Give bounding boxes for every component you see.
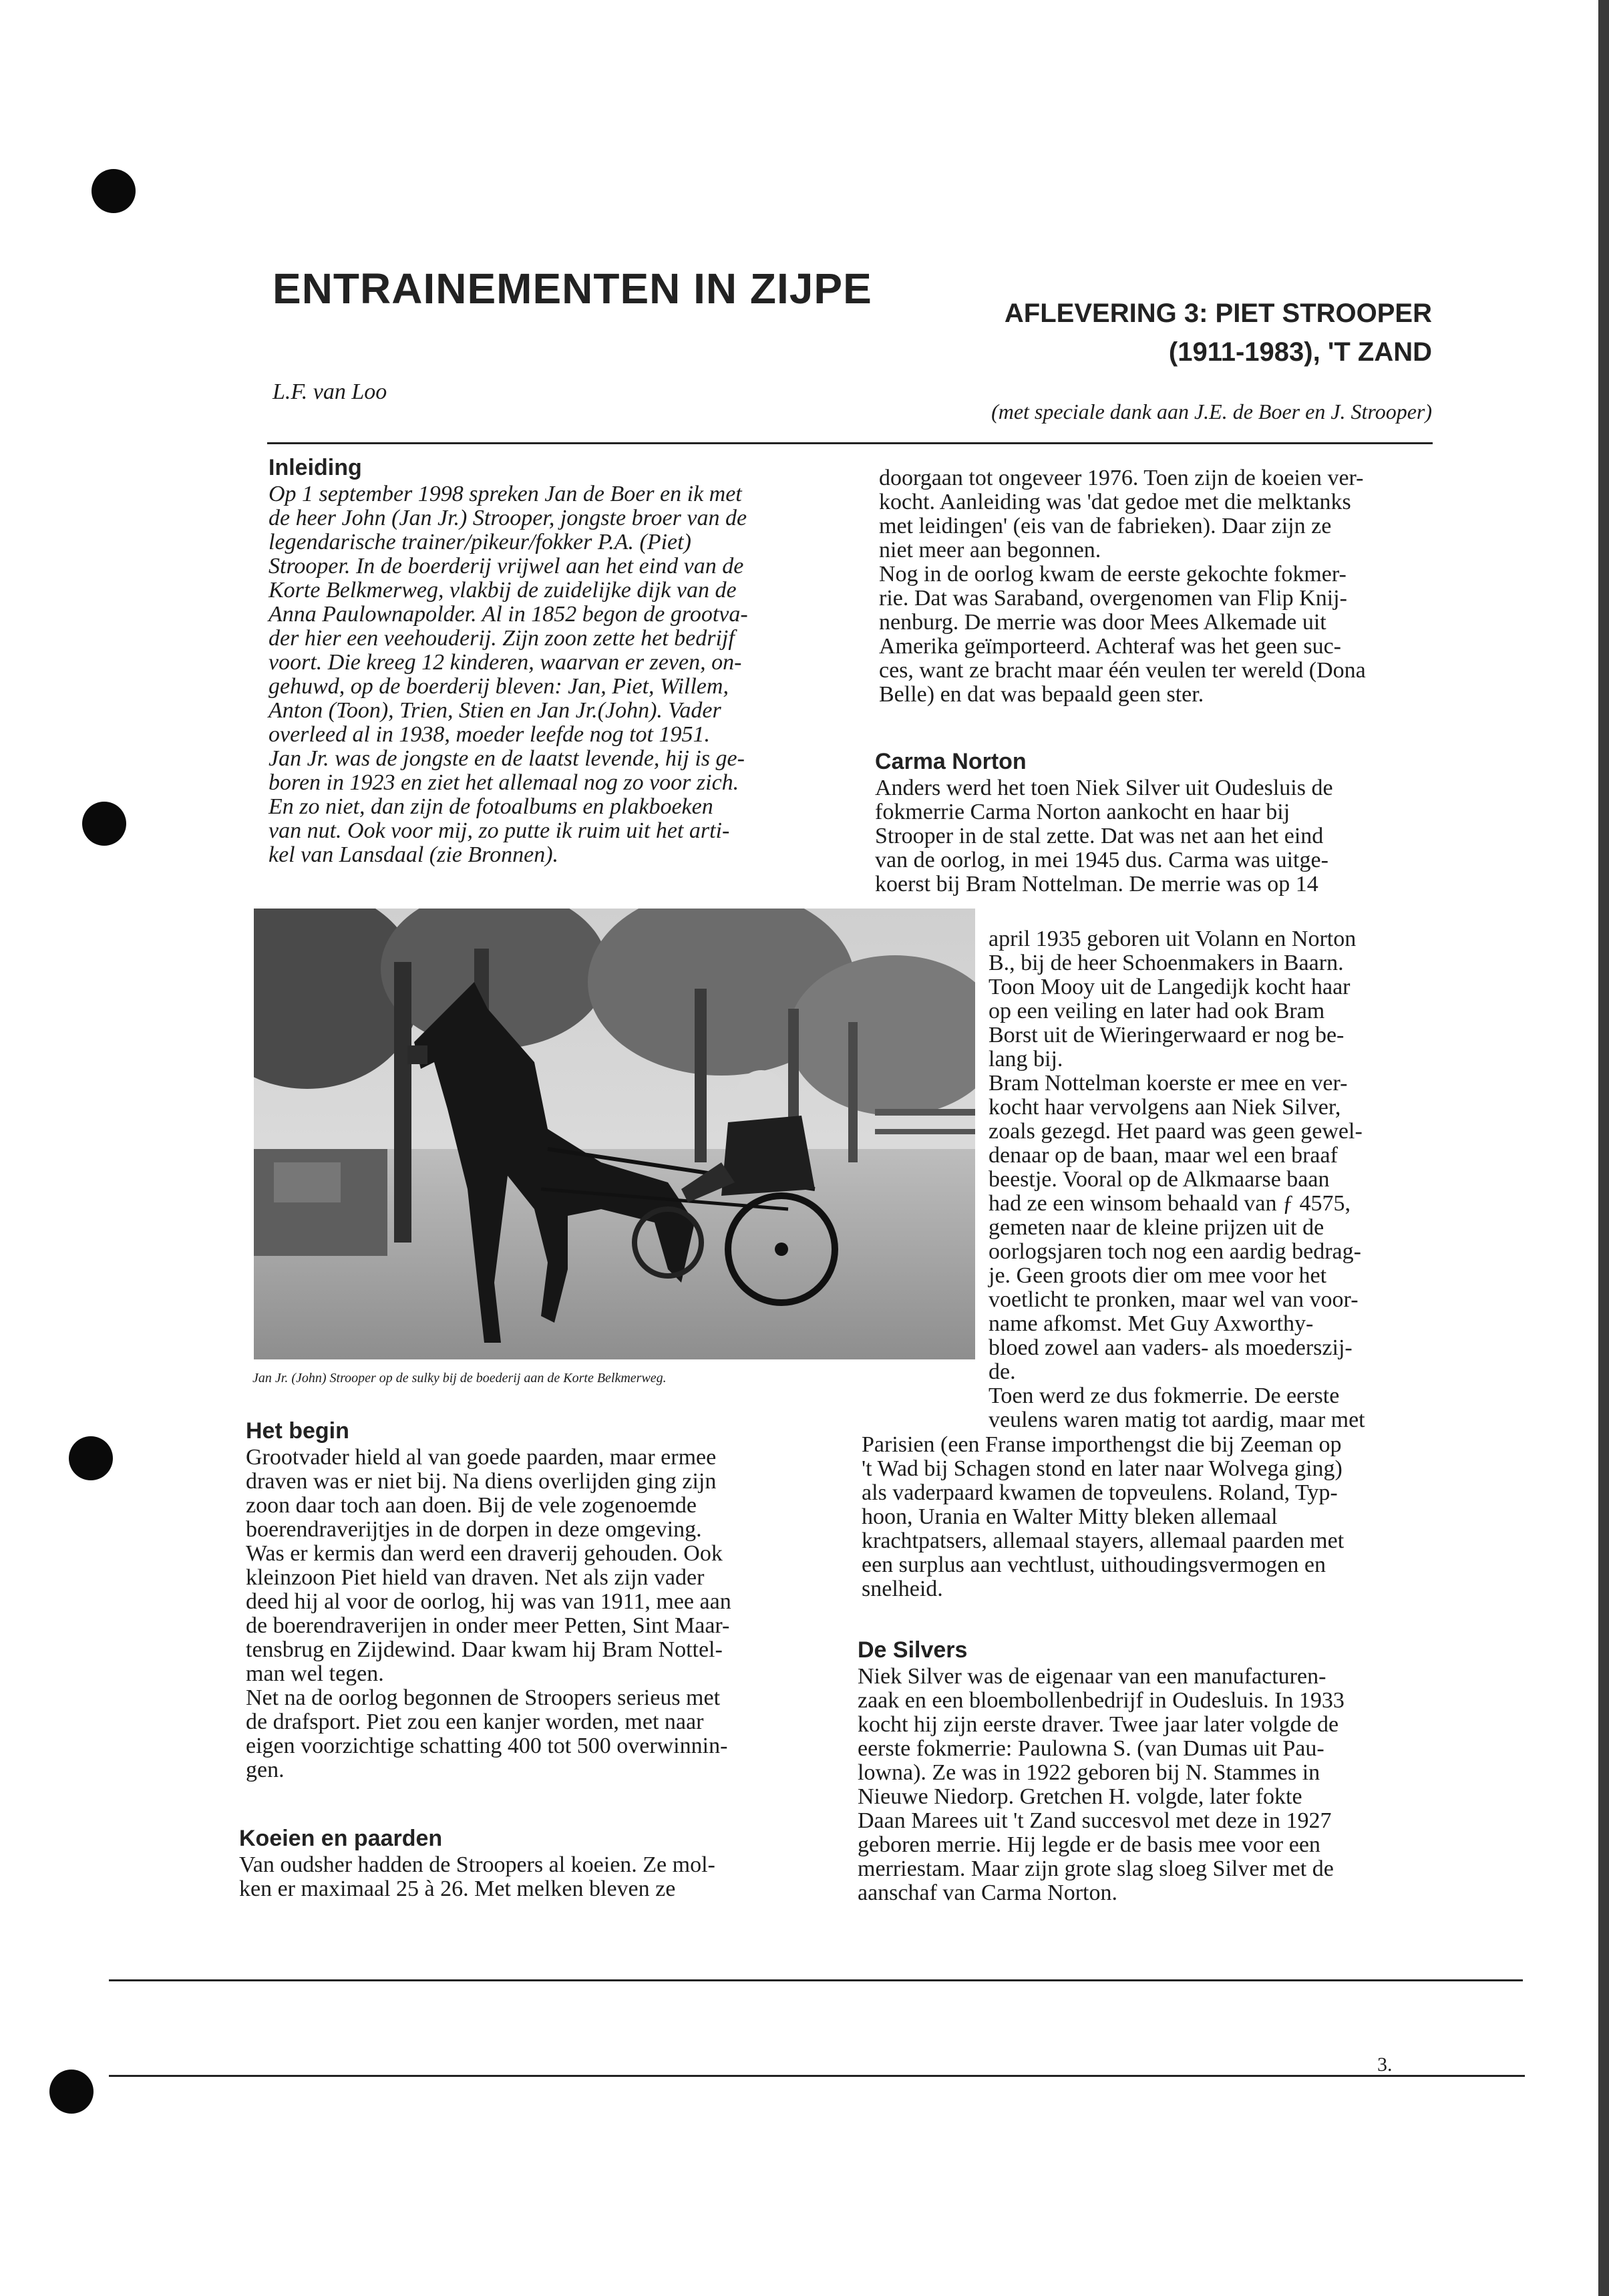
text-line: april 1935 geboren uit Volann en Norton xyxy=(989,927,1357,951)
text-line: gemeten naar de kleine prijzen uit de xyxy=(989,1215,1324,1240)
text-line: lowna). Ze was in 1922 geboren bij N. Stammes in xyxy=(858,1760,1320,1785)
text-line: zoals gezegd. Het paard was geen gewel- xyxy=(989,1119,1363,1144)
text-line: Niek Silver was de eigenaar van een manufacturen- xyxy=(858,1664,1326,1689)
text-line: Borst uit de Wieringerwaard er nog be- xyxy=(989,1023,1345,1047)
text-line: een surplus aan vechtlust, uithoudingsvermogen en xyxy=(862,1552,1326,1577)
text-line: fokmerrie Carma Norton aankocht en haar bij xyxy=(875,800,1290,824)
text-line: zaak en een bloembollenbedrijf in Oudesluis. In 1933 xyxy=(858,1688,1345,1713)
text-line: voetlicht te pronken, maar wel van voor- xyxy=(989,1287,1359,1312)
text-line: name afkomst. Met Guy Axworthy- xyxy=(989,1311,1314,1336)
text-line: met leidingen' (eis van de fabrieken). Daar zijn ze xyxy=(879,514,1332,538)
text-line: kocht hij zijn eerste draver. Twee jaar later volgde de xyxy=(858,1712,1339,1737)
text-line: Toen werd ze dus fokmerrie. De eerste xyxy=(989,1383,1340,1408)
photo-caption: Jan Jr. (John) Strooper op de sulky bij de boederij aan de Korte Belkmerweg. xyxy=(252,1371,667,1385)
text-line: geboren merrie. Hij legde er de basis mee voor een xyxy=(858,1832,1320,1857)
carma-norton-continued xyxy=(862,1433,1449,1601)
text-line: beestje. Vooral op de Alkmaarse baan xyxy=(989,1167,1330,1192)
header-rule xyxy=(267,442,1433,444)
acknowledgement: (met speciale dank aan J.E. de Boer en J. Strooper) xyxy=(991,399,1432,424)
text-line: de heer John (Jan Jr.) Strooper, jongste broer van de xyxy=(269,506,747,530)
text-line: Daan Marees uit 't Zand succesvol met deze in 1927 xyxy=(858,1808,1332,1833)
section-heading: Carma Norton xyxy=(875,749,1027,774)
text-line: lang bij. xyxy=(989,1047,1063,1072)
text-line: overleed al in 1938, moeder leefde nog tot 1951. xyxy=(269,722,710,747)
text-line: had ze een winsom behaald van ƒ 4575, xyxy=(989,1191,1351,1216)
text-line: de boerendraverijen in onder meer Petten, Sint Maar- xyxy=(246,1613,730,1638)
author-byline: L.F. van Loo xyxy=(273,379,387,404)
text-line: Strooper in de stal zette. Dat was net aan het eind xyxy=(875,824,1324,848)
section-heading: Koeien en paarden xyxy=(239,1826,443,1851)
text-line: eerste fokmerrie: Paulowna S. (van Dumas uit Pau- xyxy=(858,1736,1324,1761)
footer-rule xyxy=(109,2075,1525,2077)
section-continuation xyxy=(879,466,1453,707)
text-line: koerst bij Bram Nottelman. De merrie was op 14 xyxy=(875,872,1318,896)
text-line: van de oorlog, in mei 1945 dus. Carma was uitge- xyxy=(875,848,1328,872)
text-line: eigen voorzichtige schatting 400 tot 500 overwinnin- xyxy=(246,1734,728,1758)
text-line: rie. Dat was Saraband, overgenomen van Flip Knij- xyxy=(879,586,1347,611)
text-line: der hier een veehouderij. Zijn zoon zette het bedrijf xyxy=(269,626,735,651)
text-line: kocht. Aanleiding was 'dat gedoe met die melktanks xyxy=(879,490,1351,514)
text-line: merriestam. Maar zijn grote slag sloeg Silver met de xyxy=(858,1856,1334,1881)
intro-section xyxy=(269,453,936,867)
text-line: op een veiling en later had ook Bram xyxy=(989,999,1325,1023)
photo-horse-sulky xyxy=(254,909,975,1359)
text-line: de. xyxy=(989,1359,1016,1384)
text-line: B., bij de heer Schoenmakers in Baarn. xyxy=(989,951,1344,975)
article-title: ENTRAINEMENTEN IN ZIJPE xyxy=(273,265,872,313)
text-line: je. Geen groots dier om mee voor het xyxy=(989,1263,1327,1288)
text-line: man wel tegen. xyxy=(246,1661,384,1686)
text-line: ces, want ze bracht maar één veulen ter wereld (Dona xyxy=(879,658,1366,683)
text-line: hoon, Urania en Walter Mitty bleken allemaal xyxy=(862,1504,1278,1529)
text-line: 't Wad bij Schagen stond en later naar Wolvega ging) xyxy=(862,1456,1343,1481)
text-line: aanschaf van Carma Norton. xyxy=(858,1880,1117,1905)
text-line: draven was er niet bij. Na diens overlijden ging zijn xyxy=(246,1469,717,1494)
text-line: Anders werd het toen Niek Silver uit Oudesluis de xyxy=(875,776,1333,800)
text-line: legendarische trainer/pikeur/fokker P.A. (Piet) xyxy=(269,530,691,554)
text-line: doorgaan tot ongeveer 1976. Toen zijn de koeien ver- xyxy=(879,466,1364,490)
text-line: boren in 1923 en ziet het allemaal nog zo voor zich. xyxy=(269,770,739,795)
text-line: Bram Nottelman koerste er mee en ver- xyxy=(989,1071,1348,1096)
text-line: kocht haar vervolgens aan Niek Silver, xyxy=(989,1095,1341,1120)
intro-text xyxy=(269,482,936,867)
section-de-silvers xyxy=(858,1635,1445,1905)
text-line: krachtpatsers, allemaal stayers, allemaal paarden met xyxy=(862,1528,1345,1553)
section-heading: Inleiding xyxy=(269,455,362,480)
text-line: Was er kermis dan werd een draverij gehouden. Ook xyxy=(246,1541,723,1566)
section-het-begin xyxy=(246,1416,914,1782)
text-line: Nog in de oorlog kwam de eerste gekochte fokmer- xyxy=(879,562,1347,587)
text-line: Toon Mooy uit de Langedijk kocht haar xyxy=(989,975,1351,999)
text-line: als vaderpaard kwamen de topveulens. Roland, Typ- xyxy=(862,1480,1338,1505)
text-line: nenburg. De merrie was door Mees Alkemade uit xyxy=(879,610,1326,635)
text-line: Grootvader hield al van goede paarden, maar ermee xyxy=(246,1445,717,1470)
binder-hole xyxy=(92,169,136,213)
text-line: denaar op de baan, maar wel een braaf xyxy=(989,1143,1338,1168)
text-line: gen. xyxy=(246,1758,285,1782)
text-line: zoon daar toch aan doen. Bij de vele zogenoemde xyxy=(246,1493,697,1518)
episode-line: (1911-1983), 'T ZAND xyxy=(1168,337,1432,367)
text-line: Op 1 september 1998 spreken Jan de Boer en ik met xyxy=(269,482,742,506)
text-line: de drafsport. Piet zou een kanjer worden, met naar xyxy=(246,1709,704,1734)
text-line: deed hij al voor de oorlog, hij was van 1911, mee aan xyxy=(246,1589,731,1614)
section-koeien-en-paarden xyxy=(239,1824,914,1901)
text-line: kel van Lansdaal (zie Bronnen). xyxy=(269,842,559,867)
text-line: Belle) en dat was bepaald geen ster. xyxy=(879,682,1204,707)
scan-edge xyxy=(1598,0,1609,2296)
text-line: Korte Belkmerweg, vlakbij de zuidelijke dijk van de xyxy=(269,578,737,603)
text-line: Anton (Toon), Trien, Stien en Jan Jr.(John). Vader xyxy=(269,698,721,723)
binder-hole xyxy=(49,2070,94,2114)
text-line: kleinzoon Piet hield van draven. Net als zijn vader xyxy=(246,1565,705,1590)
episode-line: AFLEVERING 3: PIET STROOPER xyxy=(1004,299,1432,328)
text-line: Anna Paulownapolder. Al in 1852 begon de grootva- xyxy=(269,602,748,627)
text-line: Jan Jr. was de jongste en de laatst levende, hij is ge- xyxy=(269,746,745,771)
text-line: oorlogsjaren toch nog een aardig bedrag- xyxy=(989,1239,1361,1264)
text-line: Amerika geïmporteerd. Achteraf was het geen suc- xyxy=(879,634,1341,659)
text-line: Nieuwe Niedorp. Gretchen H. volgde, later fokte xyxy=(858,1784,1302,1809)
section-carma-norton xyxy=(875,747,1449,896)
text-line: niet meer aan begonnen. xyxy=(879,538,1101,562)
text-line: van nut. Ook voor mij, zo putte ik ruim uit het arti- xyxy=(269,818,730,843)
text-line: Parisien (een Franse importhengst die bij Zeeman op xyxy=(862,1432,1342,1457)
page-number: 3. xyxy=(1377,2054,1393,2076)
carma-norton-wrap-text xyxy=(989,927,1443,1432)
section-heading: Het begin xyxy=(246,1418,349,1444)
text-line: bloed zowel aan vaders- als moederszij- xyxy=(989,1335,1353,1360)
text-line: gehuwd, op de boerderij bleven: Jan, Piet, Willem, xyxy=(269,674,729,699)
section-heading: De Silvers xyxy=(858,1637,968,1663)
text-line: snelheid. xyxy=(862,1577,943,1601)
photo-illustration xyxy=(254,909,975,1359)
binder-hole xyxy=(82,802,126,846)
text-line: ken er maximaal 25 à 26. Met melken bleven ze xyxy=(239,1876,676,1901)
episode-heading xyxy=(868,294,1432,371)
text-line: veulens waren matig tot aardig, maar met xyxy=(989,1408,1365,1432)
text-line: En zo niet, dan zijn de fotoalbums en plakboeken xyxy=(269,794,713,819)
binder-hole xyxy=(69,1436,113,1480)
text-line: tensbrug en Zijdewind. Daar kwam hij Bram Nottel- xyxy=(246,1637,723,1662)
text-line: voort. Die kreeg 12 kinderen, waarvan er zeven, on- xyxy=(269,650,742,675)
text-line: Strooper. In de boerderij vrijwel aan het eind van de xyxy=(269,554,744,579)
text-line: Van oudsher hadden de Stroopers al koeien. Ze mol- xyxy=(239,1852,715,1877)
text-line: Net na de oorlog begonnen de Stroopers serieus met xyxy=(246,1685,721,1710)
footer-rule xyxy=(109,1979,1523,1981)
text-line: boerendraverijtjes in de dorpen in deze omgeving. xyxy=(246,1517,702,1542)
